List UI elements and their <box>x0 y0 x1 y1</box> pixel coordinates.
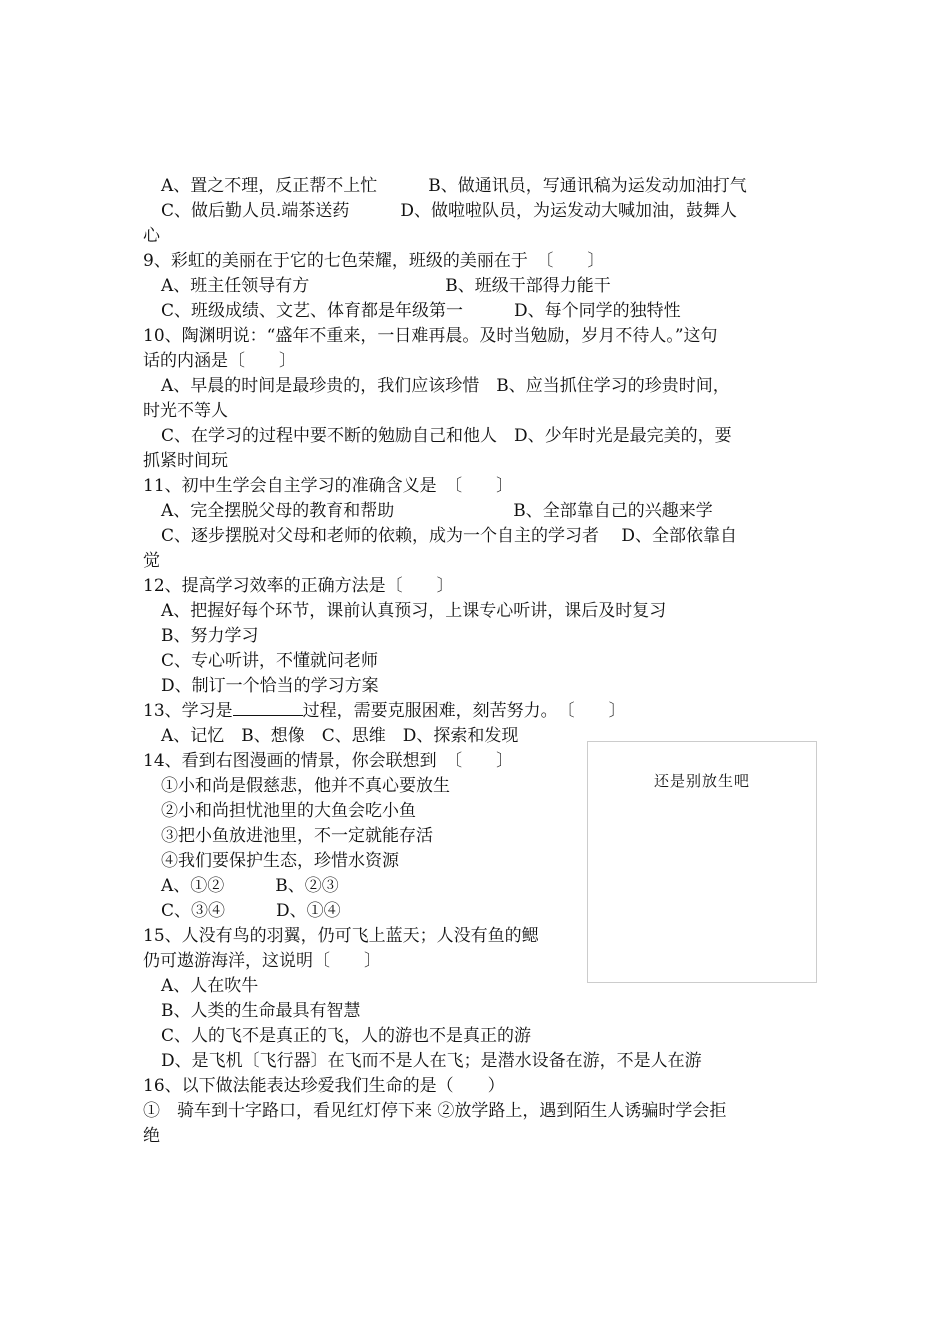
text-line-q14-2: ②小和尚担忧池里的大鱼会吃小鱼 <box>161 801 416 821</box>
text-line-q10d: 时光不等人 <box>143 401 228 421</box>
text-line-q12b: B、努力学习 <box>161 626 259 646</box>
cartoon-image <box>587 741 817 983</box>
text-line-q12c: C、专心听讲，不懂就问老师 <box>161 651 379 671</box>
text-line-q10c: A、早晨的时间是最珍贵的，我们应该珍惜 B、应当抓住学习的珍贵时间， <box>161 376 730 396</box>
text-line-q16-1: ① 骑车到十字路口，看见红灯停下来 ②放学路上，遇到陌生人诱骗时学会拒 <box>143 1101 727 1121</box>
text-line-q13a: A、记忆 B、想像 C、思维 D、探索和发现 <box>161 726 519 746</box>
fill-blank <box>233 699 303 716</box>
text-line-q14-1: ①小和尚是假慈悲，他并不真心要放生 <box>161 776 450 796</box>
text-line-q12d: D、制订一个恰当的学习方案 <box>161 676 379 696</box>
question-13 <box>143 699 811 724</box>
text-line-q15b: 仍可遨游海洋，这说明〔 〕 <box>143 951 381 971</box>
text-line-q14a: A、①② B、②③ <box>161 876 339 896</box>
question-block-upper <box>143 174 811 699</box>
text-line-q10b: 话的内涵是〔 〕 <box>143 351 296 371</box>
text-line-q16: 16、以下做法能表达珍爱我们生命的是（ ） <box>143 1076 505 1096</box>
q13-suffix: 过程，需要克服困难，刻苦努力。 〔 〕 <box>302 701 626 721</box>
text-line-q8a: A、置之不理，反正帮不上忙 B、做通讯员，写通讯稿为运发动加油打气 <box>161 176 747 196</box>
text-line-q11: 11、初中生学会自主学习的准确含义是 〔 〕 <box>143 476 514 496</box>
text-line-q11a: A、完全摆脱父母的教育和帮助 B、全部靠自己的兴趣来学 <box>161 501 713 521</box>
text-line-q9: 9、彩虹的美丽在于它的七色荣耀，班级的美丽在于 〔 〕 <box>143 251 605 271</box>
text-line-q14c: C、③④ D、①④ <box>161 901 341 921</box>
text-line-q15opt-c: C、人的飞不是真正的飞，人的游也不是真正的游 <box>161 1026 532 1046</box>
text-line-q11c: C、逐步摆脱对父母和老师的依赖，成为一个自主的学习者 D、全部依靠自 <box>161 526 738 546</box>
text-line-q10f: 抓紧时间玩 <box>143 451 228 471</box>
text-line-q14: 14、看到右图漫画的情景，你会联想到 〔 〕 <box>143 751 514 771</box>
cartoon-caption: 还是别放生吧 <box>653 772 750 790</box>
text-line-q15opt-d: D、是飞机〔飞行器〕在飞而不是人在飞；是潜水设备在游，不是人在游 <box>161 1051 702 1071</box>
text-line-q15a: 15、人没有鸟的羽翼，仍可飞上蓝天；人没有鱼的鳃 <box>143 926 539 946</box>
text-line-q12: 12、提高学习效率的正确方法是〔 〕 <box>143 576 454 596</box>
q13-prefix: 13、学习是 <box>143 701 233 721</box>
text-line-q8c1: C、做后勤人员.端茶送药 D、做啦啦队员，为运发动大喊加油，鼓舞人 <box>161 201 738 221</box>
text-line-q9c: C、班级成绩、文艺、体育都是年级第一 D、每个同学的独特性 <box>161 301 681 321</box>
text-line-q15opt-a: A、人在吹牛 <box>161 976 259 996</box>
exam-page <box>143 174 811 1149</box>
text-line-q14-3: ③把小鱼放进池里，不一定就能存活 <box>161 826 433 846</box>
text-line-q14-4: ④我们要保护生态，珍惜水资源 <box>161 851 399 871</box>
text-line-q8c2: 心 <box>143 226 160 246</box>
text-line-q9a: A、班主任领导有方 B、班级干部得力能干 <box>161 276 611 296</box>
text-line-q12a: A、把握好每个环节，课前认真预习，上课专心听讲，课后及时复习 <box>161 601 667 621</box>
text-line-q11d: 觉 <box>143 551 160 571</box>
text-line-q10a: 10、陶渊明说：“盛年不重来，一日难再晨。及时当勉励，岁月不待人。”这句 <box>143 326 718 346</box>
text-line-q16-2: 绝 <box>143 1126 160 1146</box>
text-line-q10e: C、在学习的过程中要不断的勉励自己和他人 D、少年时光是最完美的，要 <box>161 426 732 446</box>
text-line-q15opt-b: B、人类的生命最具有智慧 <box>161 1001 361 1021</box>
